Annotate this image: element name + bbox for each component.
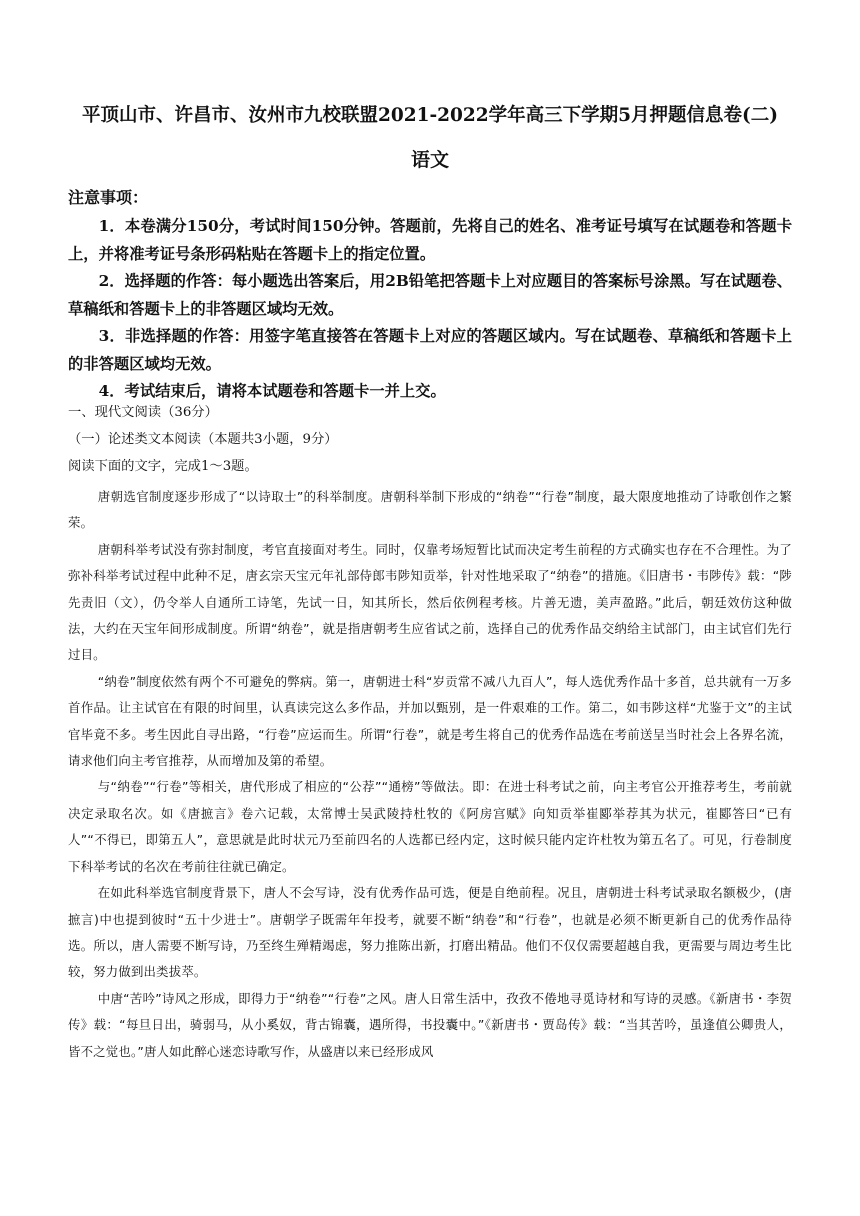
subpart-heading: （一）论述类文本阅读（本题共3小题，9分） (68, 432, 338, 447)
passage-paragraph: 唐朝选官制度逐步形成了“以诗取士”的科举制度。唐朝科举制下形成的“纳卷”“行卷”制度，最大限度地推动了诗歌创作之繁荣。 (68, 489, 792, 531)
exam-title: 平顶山市、许昌市、汝州市九校联盟2021-2022学年高三下学期5月押题信息卷(二) (81, 105, 779, 126)
part-heading: 一、现代文阅读（36分） (68, 405, 218, 420)
passage-paragraph: 在如此科举选官制度背景下，唐人不会写诗，没有优秀作品可选，便是自绝前程。况且，唐朝进士科考试录取名额极少，(唐摭言)中也提到彼时“五十少进士”。唐朝学子既需年年投考，就要不断“纳卷”和“行卷”，也就是必须不断更新自己的优秀作品待选。所以，唐人需要不断写诗，乃至终生殚精竭虑，努力推陈出新，打磨出精品。他们不仅仅需要超越自我，更需要与周边考生比较，努力做到出类拔萃。 (68, 885, 792, 980)
subject-title: 语文 (410, 149, 449, 171)
notice-heading: 注意事项： (68, 188, 149, 207)
reading-instruction: 阅读下面的文字，完成1～3题。 (68, 459, 258, 474)
passage-paragraph: 与“纳卷”“行卷”等相关，唐代形成了相应的“公荐”“通榜”等做法。即：在进士科考试之前，向主考官公开推荐考生，考前就决定录取名次。如《唐摭言》卷六记载，太常博士吴武陵持杜牧的《阿房宫赋》向知贡举崔郾举荐其为状元，崔郾答曰“已有人”“不得已，即第五人”，意思就是此时状元乃至前四名的人选都已经内定，这时候只能内定许杜牧为第五名了。可见，行卷制度下科举考试的名次在考前往往就已确定。 (68, 779, 792, 874)
reading-passage (68, 484, 792, 1065)
passage-paragraph: “纳卷”制度依然有两个不可避免的弊病。第一，唐朝进士科“岁贡常不减八九百人”，每人选优秀作品十多首，总共就有一万多首作品。让主试官在有限的时间里，认真读完这么多作品，并加以甄别，是一件艰难的工作。第二，如韦陟这样“尤鉴于文”的主试官毕竟不多。考生因此自寻出路，“行卷”应运而生。所谓“行卷”，就是考生将自己的优秀作品选在考前送呈当时社会上各界名流，请求他们向主考官推荐，从而增加及第的希望。 (68, 673, 792, 769)
notice-item: 2．选择题的作答：每小题选出答案后，用2B铅笔把答题卡上对应题目的答案标号涂黑。写在试题卷、草稿纸和答题卡上的非答题区域均无效。 (68, 272, 792, 318)
passage-paragraph: 中唐“苦吟”诗风之形成，即得力于“纳卷”“行卷”之风。唐人日常生活中，孜孜不倦地寻觅诗材和写诗的灵感。《新唐书・李贺传》载：“每旦日出，骑弱马，从小奚奴，背古锦囊，遇所得，书投囊中。”《新唐书・贾岛传》载：“当其苦吟，虽逢值公卿贵人，皆不之觉也。”唐人如此醉心迷恋诗歌写作，从盛唐以来已经形成风 (68, 990, 792, 1059)
notice-list (68, 213, 792, 406)
notice-item: 4．考试结束后，请将本试题卷和答题卡一并上交。 (98, 382, 446, 400)
notice-item: 1．本卷满分150分，考试时间150分钟。答题前，先将自己的姓名、准考证号填写在试题卷和答题卡上，并将准考证号条形码粘贴在答题卡上的指定位置。 (68, 217, 792, 263)
notice-item: 3．非选择题的作答：用签字笔直接答在答题卡上对应的答题区域内。写在试题卷、草稿纸和答题卡上的非答题区域均无效。 (68, 327, 792, 373)
passage-paragraph: 唐朝科举考试没有弥封制度，考官直接面对考生。同时，仅靠考场短暂比试而决定考生前程的方式确实也存在不合理性。为了弥补科举考试过程中此种不足，唐玄宗天宝元年礼部侍郎韦陟知贡举，针对性地采取了“纳卷”的措施。《旧唐书・韦陟传》载：“陟先责旧（文），仍令举人自通所工诗笔，先试一日，知其所长，然后依例程考核。片善无遗，美声盈路。”此后，朝廷效仿这种做法，大约在天宝年间形成制度。所谓“纳卷”，就是指唐朝考生应省试之前，选择自己的优秀作品交纳给主试部门，由主试官们先行过目。 (68, 541, 792, 663)
